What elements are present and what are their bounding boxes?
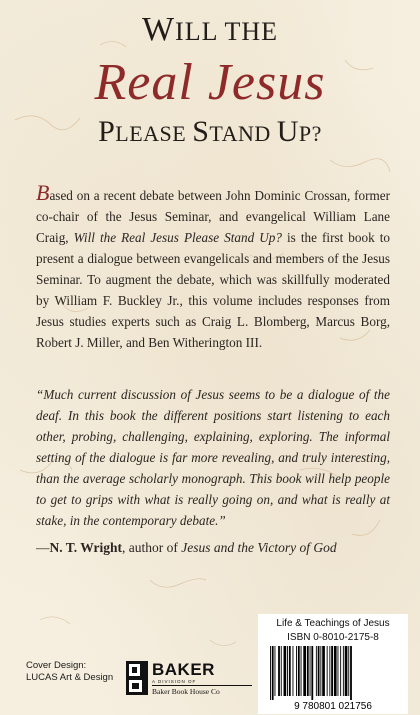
title-line-3-initial-u: U [276, 115, 299, 148]
cover-design-name: LUCAS Art & Design [26, 672, 114, 683]
barcode-bar [320, 646, 321, 696]
drop-cap: B [36, 180, 50, 205]
barcode-bar [318, 646, 320, 696]
description-book-title: Will the Real Jesus Please Stand Up? [73, 230, 282, 245]
barcode [266, 646, 400, 712]
barcode-bar [287, 646, 288, 696]
cover-design-label: Cover Design: [26, 660, 87, 671]
barcode-bar [270, 646, 271, 700]
barcode-bar [272, 646, 274, 700]
attribution-dash: — [36, 540, 50, 555]
title-line-3-rest-u: P? [298, 121, 322, 146]
barcode-bar [281, 646, 282, 696]
baker-logo-icon [126, 661, 148, 695]
title-line-3 [0, 112, 420, 154]
barcode-bar [338, 646, 339, 696]
attribution-author: N. T. Wright [49, 540, 123, 555]
cover-design-credit [26, 660, 113, 684]
title-line-2: Real Jesus [94, 54, 326, 111]
barcode-bar [345, 646, 348, 696]
barcode-bar [284, 646, 287, 696]
description-text-1: ased on a recent debate between John Dominic Crossan, former co-chair of the Jesus Seminar, and evangelical William Lane Craig, [36, 188, 390, 245]
isbn-label: ISBN 0-8010-2175-8 [287, 632, 379, 643]
barcode-bar [289, 646, 291, 696]
barcode-number: 9 780801 021756 [294, 701, 372, 712]
title-line-3-initial-s: S [192, 115, 210, 148]
barcode-bar [301, 646, 302, 696]
barcode-bar [343, 646, 344, 696]
barcode-bar [327, 646, 328, 696]
barcode-bar [310, 646, 311, 696]
endorsement-attribution [36, 538, 396, 558]
title-line-1-rest: ILL THE [175, 17, 279, 46]
barcode-bar [348, 646, 349, 696]
barcode-bar [303, 646, 306, 696]
title-line-1-initial: W [141, 11, 176, 48]
barcode-bar [293, 646, 294, 696]
description-text-2: is the first book to present a dialogue between evangelicals and members of the Jesus Seminar. To augment the debate, which was skillfully moderated by William F. Buckley Jr., this volume includes responses from Jesus studies experts such as Craig L. Blomberg, Marcus Borg, Robert J. Miller, and Ben Witherington III. [36, 230, 390, 350]
endorsement-quote: “Much current discussion of Jesus seems to be a dialogue of the deaf. In this book the different positions start listening to each other, probing, challenging, explaining, exploring. The informal setting of the dialogue is far more revealing, and truly interesting, than the average scholarly monograph. This book will help people to get to grips with what is really going on, and what is really at stake, in the contemporary debate.” [36, 387, 390, 528]
description-paragraph [36, 180, 390, 353]
barcode-bar [316, 646, 317, 696]
barcode-bar [275, 646, 276, 696]
publisher-logo [126, 660, 246, 700]
attribution-book: Jesus and the Victory of God [181, 540, 337, 555]
category-label: Life & Teachings of Jesus [276, 618, 390, 629]
title-line-1 [0, 10, 420, 52]
barcode-bar [322, 646, 325, 696]
barcode-bar [331, 646, 333, 696]
book-title [0, 10, 420, 154]
barcode-bar [296, 646, 297, 696]
title-line-3-initial-p: P [98, 115, 116, 148]
publisher-division-label: A DIVISION OF [152, 679, 197, 684]
barcode-bar [298, 646, 300, 696]
publisher-parent: Baker Book House Co [152, 685, 252, 696]
barcode-bar [329, 646, 330, 696]
barcode-bar [311, 646, 313, 700]
publisher-name: BAKER [152, 660, 215, 679]
barcode-bar [278, 646, 280, 696]
title-line-3-rest-s: TAND [209, 121, 277, 146]
attribution-suffix: , author of [122, 540, 182, 555]
barcode-bar [350, 646, 352, 700]
title-line-3-rest-p: LEASE [115, 121, 193, 146]
barcode-block [258, 614, 408, 714]
barcode-bar [340, 646, 341, 696]
barcode-bar [334, 646, 337, 696]
barcode-bar [307, 646, 309, 696]
